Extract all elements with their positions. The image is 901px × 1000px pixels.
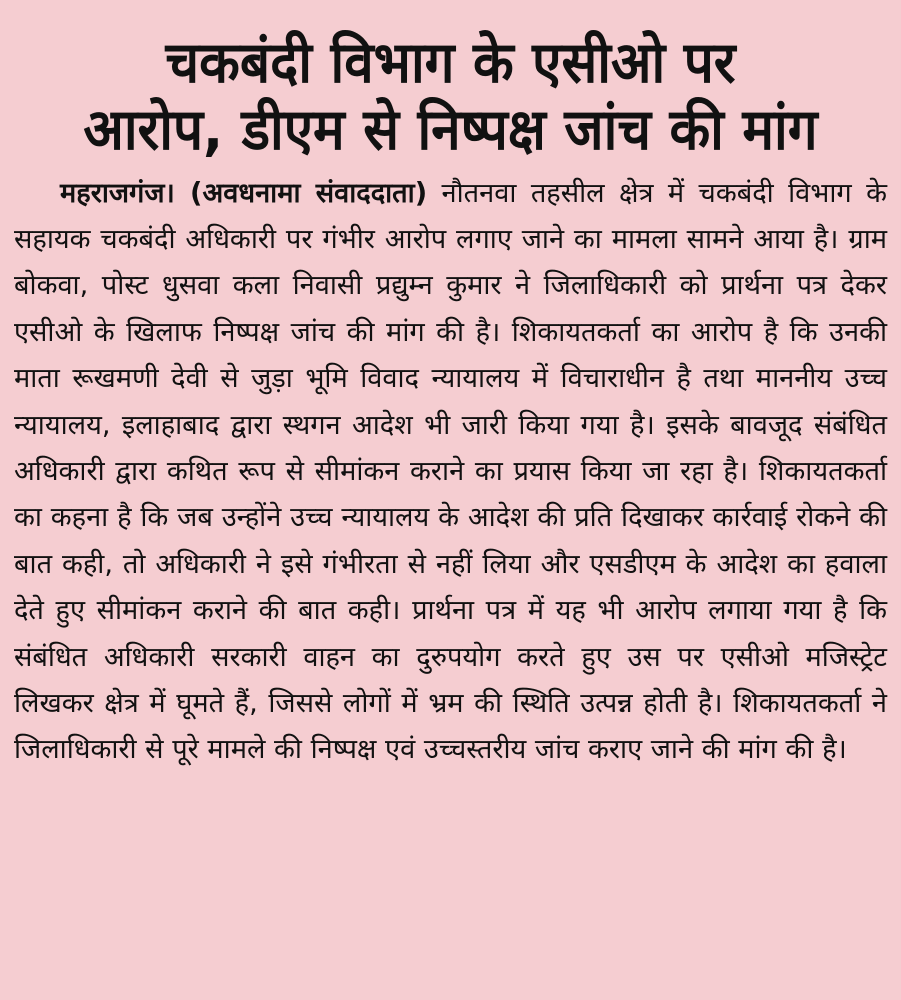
headline: [45, 30, 857, 165]
article-text: नौतनवा तहसील क्षेत्र में चकबंदी विभाग के सहायक चकबंदी अधिकारी पर गंभीर आरोप लगाए जाने का मामला सामने आया है। ग्राम बोकवा, पोस्ट धुसवा कला निवासी प्रद्युम्न कुमार ने जिलाधिकारी को प्रार्थना पत्र देकर एसीओ के खिलाफ निष्पक्ष जांच की मांग की है। शिकायतकर्ता का आरोप है कि उनकी माता रूखमणी देवी से जुड़ा भूमि विवाद न्यायालय में विचाराधीन है तथा माननीय उच्च न्यायालय, इलाहाबाद द्वारा स्थगन आदेश भी जारी किया गया है। इसके बावजूद संबंधित अधिकारी द्वारा कथित रूप से सीमांकन कराने का प्रयास किया जा रहा है। शिकायतकर्ता का कहना है कि जब उन्होंने उच्च न्यायालय के आदेश की प्रति दिखाकर कार्रवाई रोकने की बात कही, तो अधिकारी ने इसे गंभीरता से नहीं लिया और एसडीएम के आदेश का हवाला देते हुए सीमांकन कराने की बात कही। प्रार्थना पत्र में यह भी आरोप लगाया गया है कि संबंधित अधिकारी सरकारी वाहन का दुरुपयोग करते हुए उस पर एसीओ मजिस्ट्रेट लिखकर क्षेत्र में घूमते हैं, जिससे लोगों में भ्रम की स्थिति उत्पन्न होती है। शिकायतकर्ता ने जिलाधिकारी से पूरे मामले की निष्पक्ष एवं उच्चस्तरीय जांच कराए जाने की मांग की है।: [14, 177, 888, 766]
headline-line-2: आरोप, डीएम से निष्पक्ष जांच की मांग: [83, 97, 818, 164]
headline-line-1: चकबंदी विभाग के एसीओ पर: [165, 30, 736, 96]
dateline: महराजगंज। (अवधनामा संवाददाता): [60, 177, 428, 209]
article-body: [14, 165, 887, 774]
